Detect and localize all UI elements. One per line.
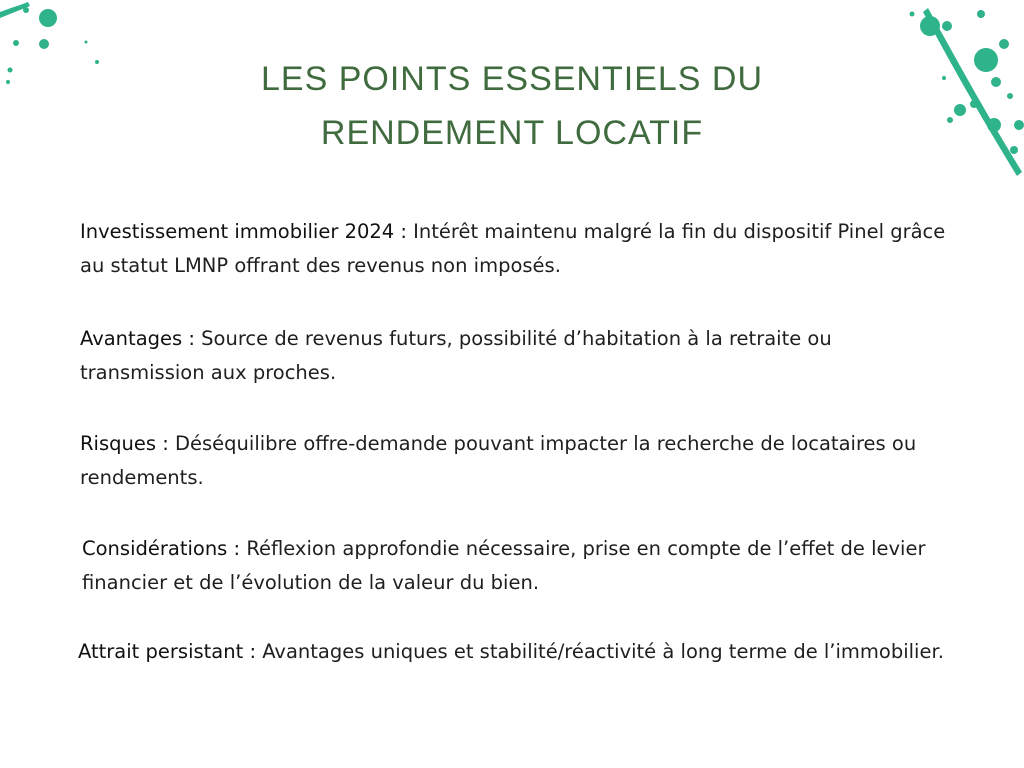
point-text: Intérêt maintenu malgré la fin du dispositif Pinel grâce au statut LMNP offrant des revenus non imposés. <box>80 220 946 277</box>
point-separator: : <box>394 220 414 243</box>
point-label: Risques <box>80 432 157 455</box>
point-label: Considérations <box>82 537 228 560</box>
page-title-line-2: RENDEMENT LOCATIF <box>320 114 704 152</box>
point-attrait-persistant <box>78 635 958 669</box>
page-title-line-1: LES POINTS ESSENTIELS DU <box>260 60 764 98</box>
point-considerations <box>82 532 962 600</box>
point-label: Attrait persistant <box>78 640 244 663</box>
point-text: Déséquilibre offre-demande pouvant impacter la recherche de locataires ou rendements. <box>80 432 917 489</box>
point-separator: : <box>182 327 202 350</box>
point-label: Avantages <box>80 327 183 350</box>
point-separator: : <box>227 537 247 560</box>
point-risques <box>80 427 960 495</box>
point-avantages <box>80 322 960 390</box>
point-separator: : <box>156 432 175 455</box>
point-label: Investissement immobilier 2024 <box>80 220 395 243</box>
point-separator: : <box>243 640 263 663</box>
point-text: Source de revenus futurs, possibilité d’habitation à la retraite ou transmission aux proches. <box>80 327 832 384</box>
point-text: Réflexion approfondie nécessaire, prise en compte de l’effet de levier financier et de l’évolution de la valeur du bien. <box>82 537 926 594</box>
point-investissement <box>80 215 960 283</box>
point-text: Avantages uniques et stabilité/réactivité à long terme de l’immobilier. <box>262 640 944 663</box>
